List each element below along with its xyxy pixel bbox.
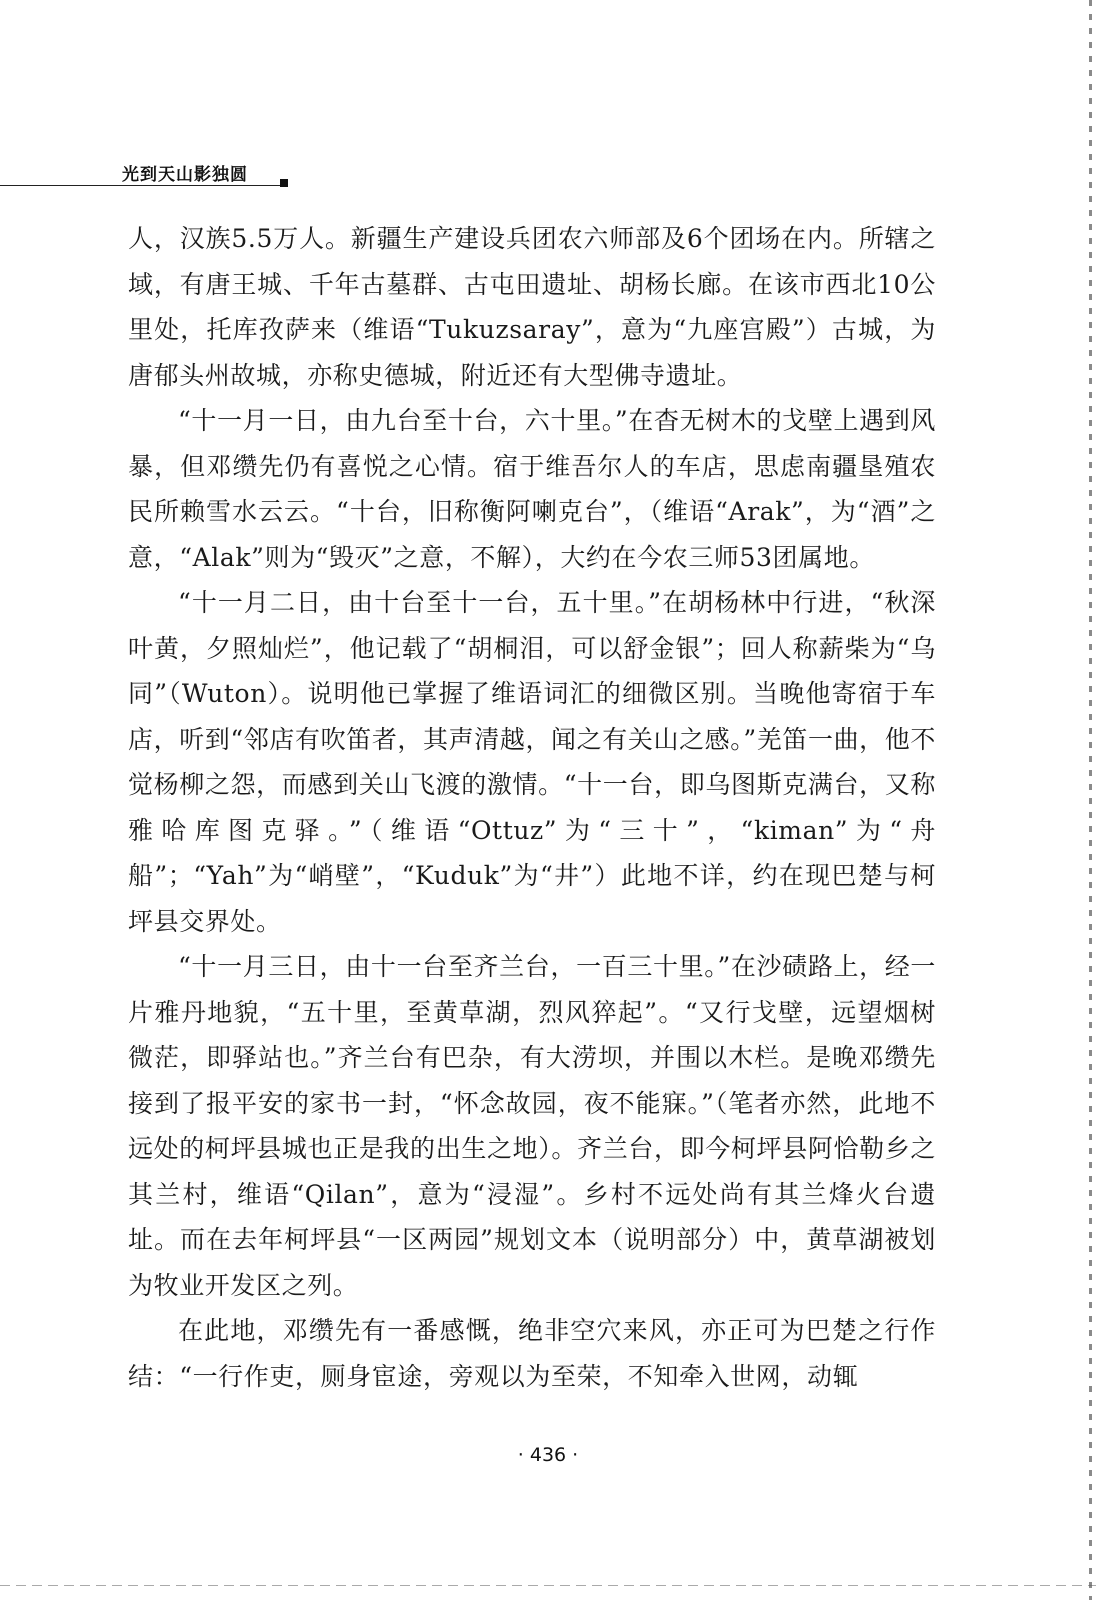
paragraph-5: 在此地，邓缵先有一番感慨，绝非空穴来风，亦正可为巴楚之行作结：“一行作吏，厕身宦途，旁观以为至荣，不知牵入世网，动辄	[128, 1316, 936, 1391]
running-header-title: 光到天山影独圆	[122, 165, 248, 185]
scan-edge-artifact	[1089, 0, 1092, 1600]
header-rule	[0, 185, 282, 186]
paragraph-3: “十一月二日，由十台至十一台，五十里。”在胡杨林中行进，“秋深叶黄，夕照灿烂”，他记载了“胡桐泪，可以舒金银”；回人称薪柴为“乌同”（Wuton）。说明他已掌握了维语词汇的细微区别。当晚他寄宿于车店，听到“邻店有吹笛者，其声清越，闻之有关山之感。”羌笛一曲，他不觉杨柳之怨，而感到关山飞渡的激情。“十一台，即乌图斯克满台，又称雅哈库图克驿。”（维语“Ottuz”为“三十”，“kiman”为“舟船”；“Yah”为“峭壁”，“Kuduk”为“井”）此地不详，约在现巴楚与柯坪县交界处。	[128, 588, 936, 936]
paragraph-2: “十一月一日，由九台至十台，六十里。”在杳无树木的戈壁上遇到风暴，但邓缵先仍有喜悦之心情。宿于维吾尔人的车店，思虑南疆垦殖农民所赖雪水云云。“十台，旧称衡阿喇克台”，（维语“Arak”，为“酒”之意，“Alak”则为“毁灭”之意，不解），大约在今农三师53团属地。	[128, 406, 936, 572]
page-number: · 436 ·	[517, 1444, 579, 1466]
running-header	[0, 152, 300, 192]
paragraph-4: “十一月三日，由十一台至齐兰台，一百三十里。”在沙碛路上，经一片雅丹地貌，“五十里，至黄草湖，烈风猝起”。“又行戈壁，远望烟树微茫，即驿站也。”齐兰台有巴杂，有大涝坝，并围以木栏。是晚邓缵先接到了报平安的家书一封，“怀念故园，夜不能寐。”（笔者亦然，此地不远处的柯坪县城也正是我的出生之地）。齐兰台，即今柯坪县阿恰勒乡之其兰村，维语“Qilan”，意为“浸湿”。乡村不远处尚有其兰烽火台遗址。而在去年柯坪县“一区两园”规划文本（说明部分）中，黄草湖被划为牧业开发区之列。	[128, 952, 936, 1300]
header-square-mark	[280, 179, 288, 187]
bottom-scan-rule	[0, 1585, 1096, 1586]
paragraph-1: 人，汉族5.5万人。新疆生产建设兵团农六师部及6个团场在内。所辖之域，有唐王城、千年古墓群、古屯田遗址、胡杨长廊。在该市西北10公里处，托库孜萨来（维语“Tukuzsaray”，意为“九座宫殿”）古城，为唐郁头州故城，亦称史德城，附近还有大型佛寺遗址。	[128, 224, 936, 390]
body-text	[128, 216, 936, 1399]
